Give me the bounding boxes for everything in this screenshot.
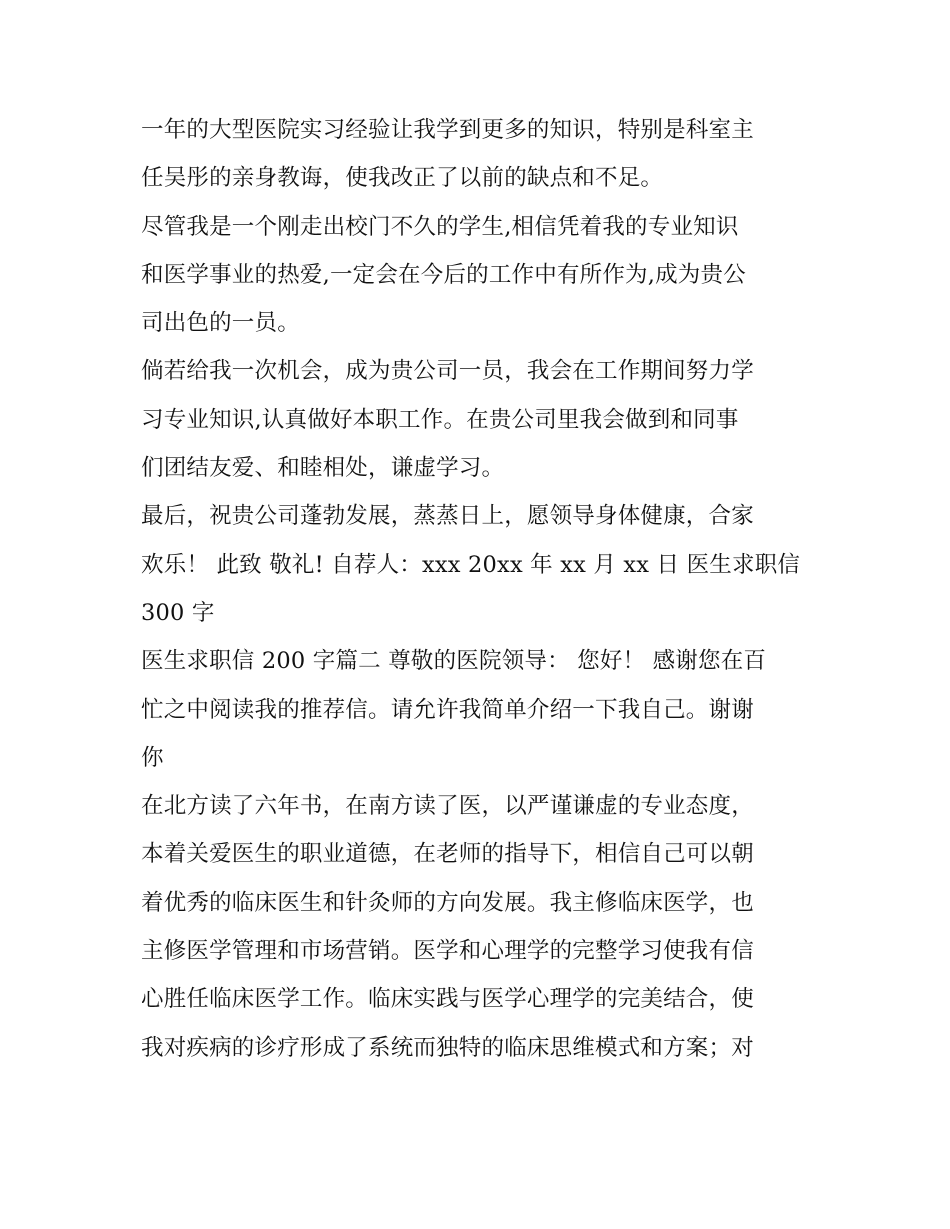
- text-line-13: 忙之中阅读我的推荐信。请允许我简单介绍一下我自己。谢谢: [141, 696, 754, 723]
- text-line-15: 在北方读了六年书，在南方读了医，以严谨谦虚的专业态度，: [141, 793, 754, 820]
- text-line-6: 倘若给我一次机会，成为贵公司一员，我会在工作期间努力学: [141, 358, 754, 385]
- text-line-10: 欢乐！ 此致 敬礼! 自荐人：xxx 20xx 年 xx 月 xx 日 医生求职信: [141, 551, 801, 578]
- text-line-2: 任吴彤的亲身教诲，使我改正了以前的缺点和不足。: [141, 165, 664, 192]
- text-line-5: 司出色的一员。: [141, 310, 300, 337]
- text-line-4: 和医学事业的热爱,一定会在今后的工作中有所作为,成为贵公: [141, 261, 746, 288]
- text-line-20: 我对疾病的诊疗形成了系统而独特的临床思维模式和方案；对: [141, 1034, 754, 1061]
- text-line-12: 医生求职信 200 字篇二 尊敬的医院领导： 您好！ 感谢您在百: [141, 648, 767, 675]
- text-line-17: 着优秀的临床医生和针灸师的方向发展。我主修临床医学，也: [141, 889, 754, 916]
- text-line-18: 主修医学管理和市场营销。医学和心理学的完整学习使我有信: [141, 938, 754, 965]
- text-line-9: 最后，祝贵公司蓬勃发展，蒸蒸日上，愿领导身体健康，合家: [141, 503, 754, 530]
- text-line-11: 300 字: [141, 599, 215, 626]
- text-line-14: 你: [141, 744, 164, 771]
- text-line-1: 一年的大型医院实习经验让我学到更多的知识，特别是科室主: [141, 117, 754, 143]
- text-line-3: 尽管我是一个刚走出校门不久的学生,相信凭着我的专业知识: [141, 213, 739, 240]
- text-line-16: 本着关爱医生的职业道德，在老师的指导下，相信自己可以朝: [141, 841, 754, 868]
- text-line-8: 们团结友爱、和睦相处，谦虚学习。: [141, 455, 505, 482]
- text-line-7: 习专业知识,认真做好本职工作。在贵公司里我会做到和同事: [141, 406, 739, 433]
- text-line-19: 心胜任临床医学工作。临床实践与医学心理学的完美结合，使: [141, 986, 754, 1013]
- document-body: [141, 106, 821, 1072]
